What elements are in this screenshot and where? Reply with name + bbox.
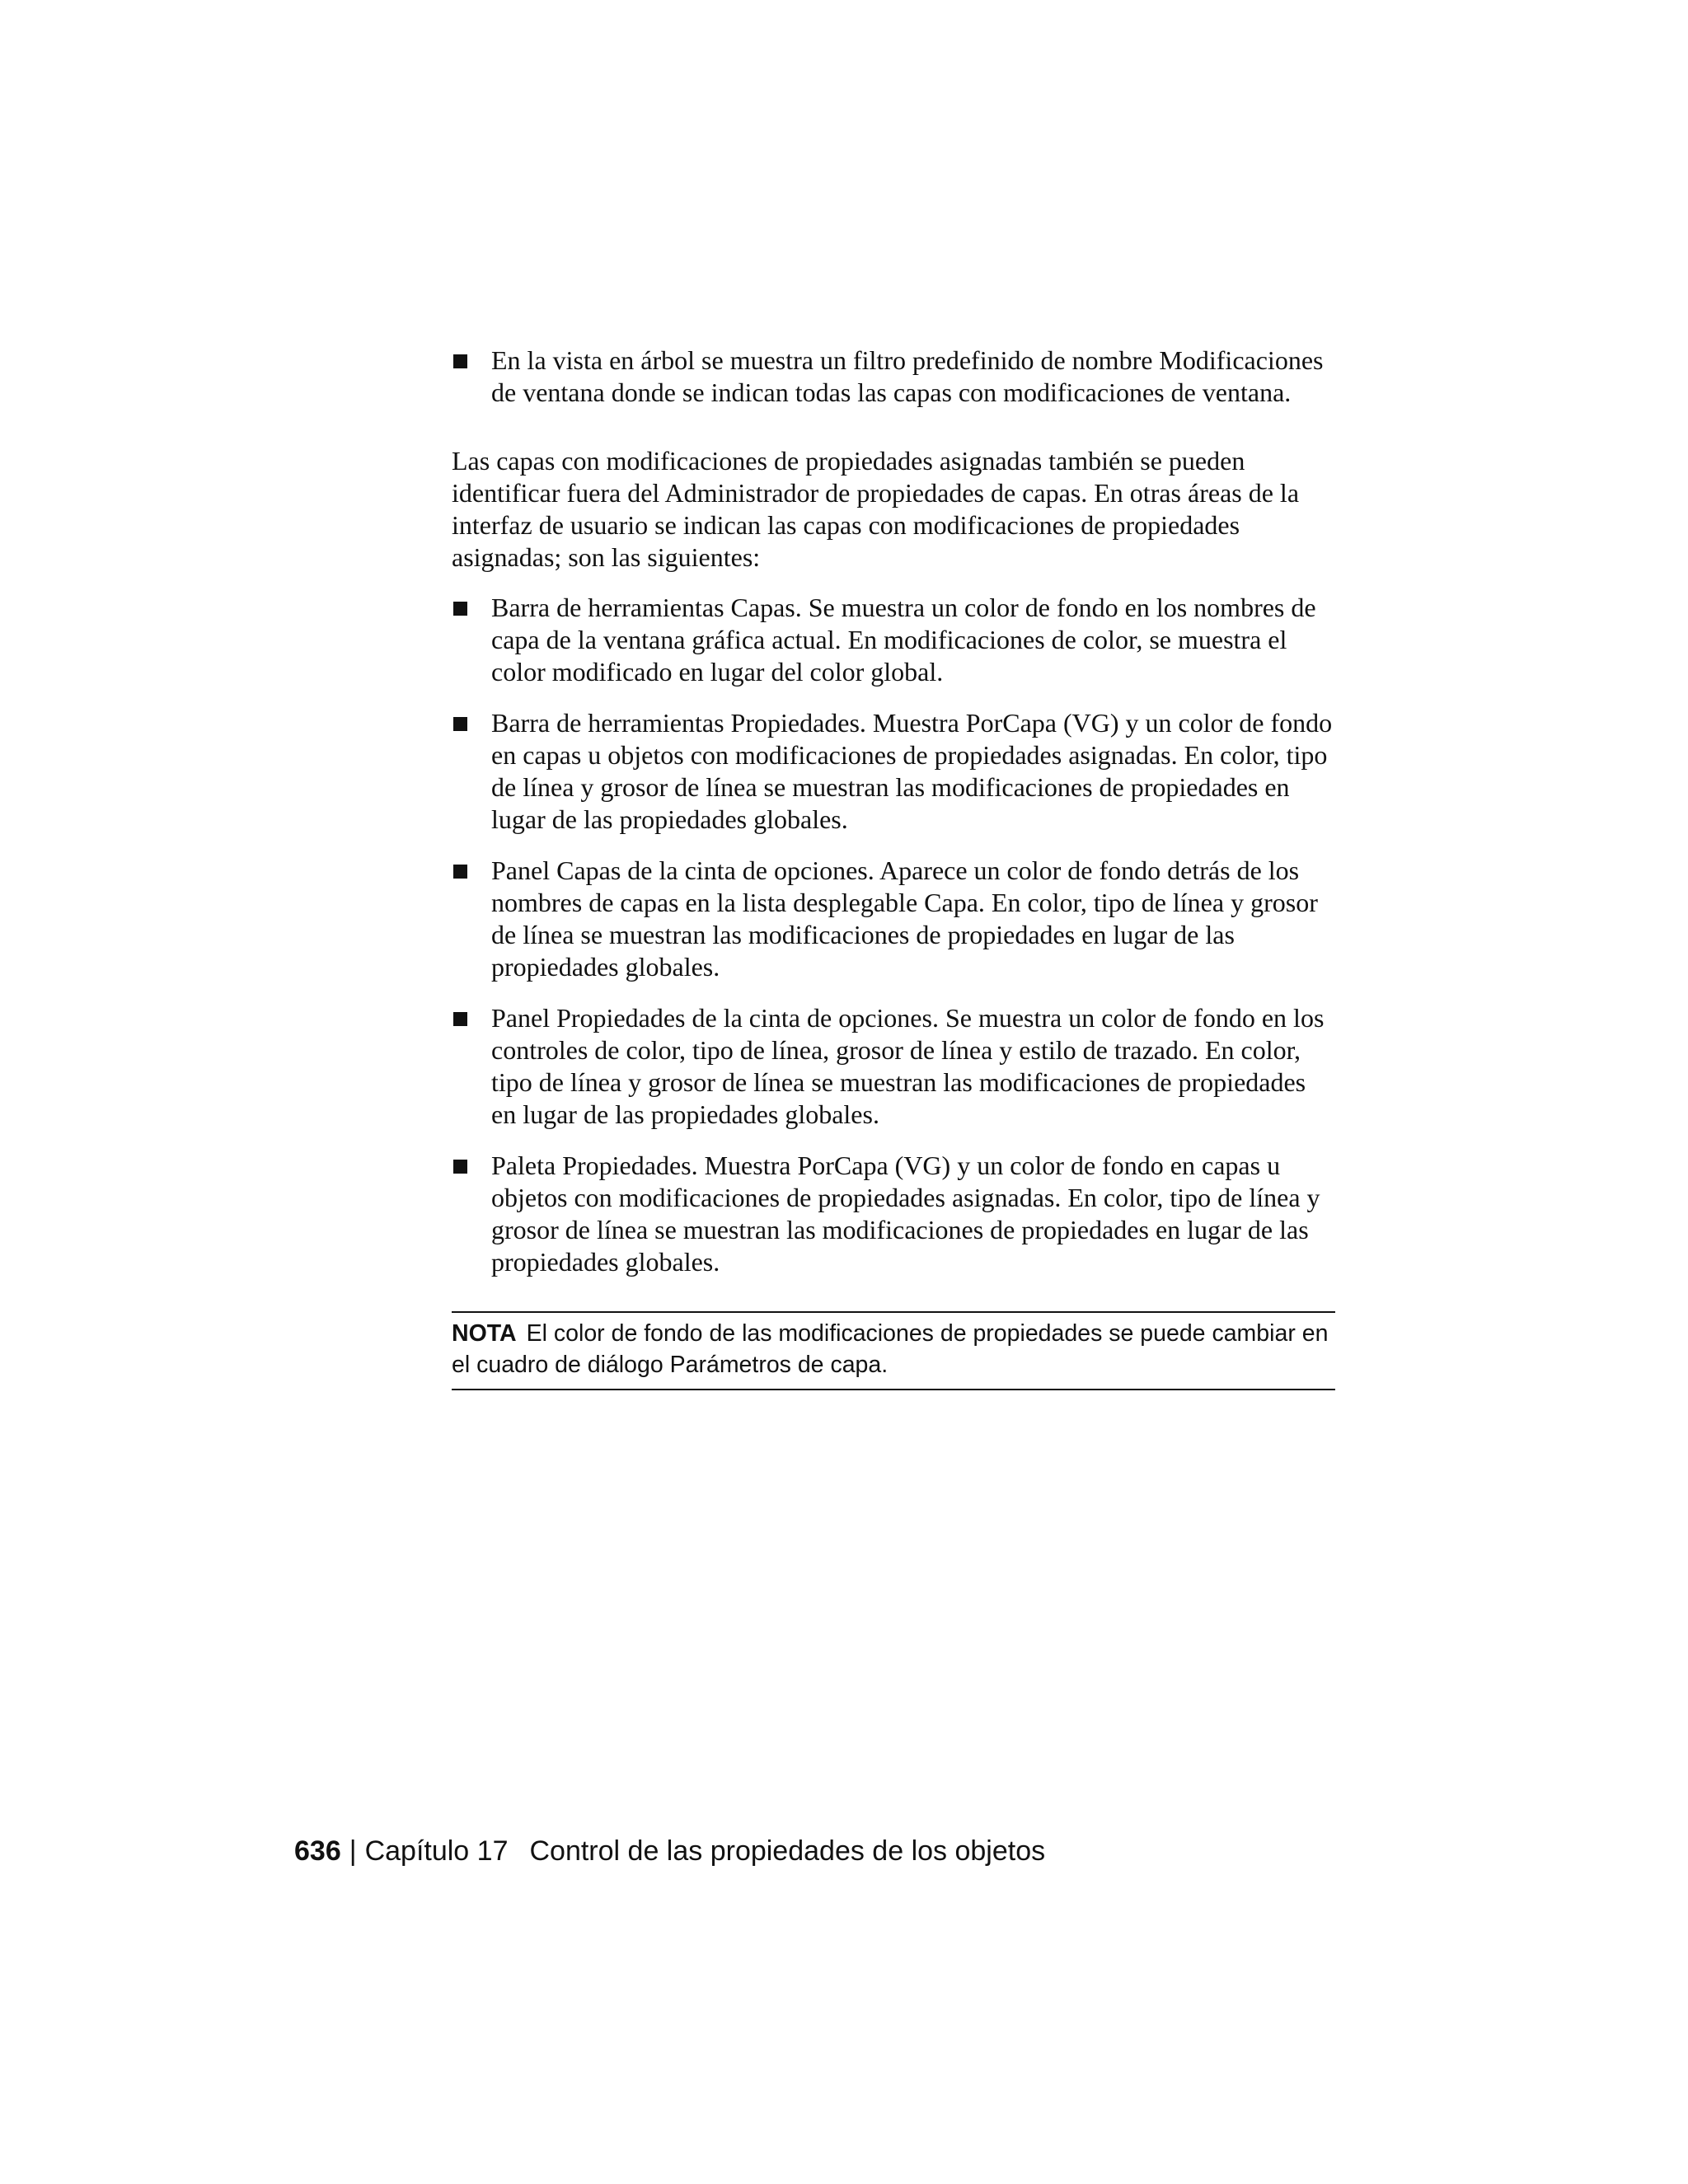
list-item-text: Barra de herramientas Capas. Se muestra un color de fondo en los nombres de capa de la ventana gráfica actual. En modificaciones de color, se muestra el color modificado en lugar del color global. (491, 593, 1316, 687)
list-item (452, 1150, 1335, 1278)
square-bullet-icon (453, 1160, 467, 1174)
chapter-title: Control de las propiedades de los objetos (529, 1835, 1046, 1867)
note-text: El color de fondo de las modificaciones de propiedades se puede cambiar en el cuadro de diálogo Parámetros de capa. (452, 1320, 1329, 1378)
list-item-text: Panel Capas de la cinta de opciones. Aparece un color de fondo detrás de los nombres de capas en la lista desplegable Capa. En color, tipo de línea y grosor de línea se muestran las modificaciones de propiedades en lugar de las propiedades globales. (491, 855, 1318, 982)
page-number: 636 (294, 1835, 341, 1867)
list-item-text: Paleta Propiedades. Muestra PorCapa (VG) y un color de fondo en capas u objetos con modificaciones de propiedades asignadas. En color, tipo de línea y grosor de línea se muestran las modificaciones de propiedades en lugar de las propiedades globales. (491, 1151, 1320, 1277)
list-item-text: Barra de herramientas Propiedades. Muestra PorCapa (VG) y un color de fondo en capas u objetos con modificaciones de propiedades asignadas. En color, tipo de línea y grosor de línea se muestran las modificaciones de propiedades en lugar de las propiedades globales. (491, 708, 1333, 834)
body-paragraph: Las capas con modificaciones de propiedades asignadas también se pueden identificar fuera del Administrador de propiedades de capas. En otras áreas de la interfaz de usuario se indican las capas con modificaciones de propiedades asignadas; son las siguientes: (452, 446, 1300, 572)
chapter-label: Capítulo 17 (364, 1835, 509, 1867)
square-bullet-icon (453, 602, 467, 616)
square-bullet-icon (453, 1012, 467, 1026)
list-item (452, 344, 1335, 409)
bullet-list-main (452, 592, 1335, 1278)
square-bullet-icon (453, 865, 467, 879)
note-box (452, 1311, 1335, 1390)
list-item (452, 1002, 1335, 1131)
page-footer (294, 1834, 1045, 1868)
square-bullet-icon (453, 717, 467, 731)
footer-separator: | (349, 1835, 357, 1867)
note-label: NOTA (452, 1320, 517, 1347)
square-bullet-icon (453, 354, 467, 368)
list-item (452, 855, 1335, 983)
list-item (452, 707, 1335, 836)
list-item (452, 592, 1335, 688)
page-body (452, 344, 1335, 1390)
bullet-list-top (452, 344, 1335, 409)
list-item-text: Panel Propiedades de la cinta de opciones. Se muestra un color de fondo en los controles de color, tipo de línea, grosor de línea y estilo de trazado. En color, tipo de línea y grosor de línea se muestran las modificaciones de propiedades en lugar de las propiedades globales. (491, 1003, 1325, 1129)
list-item-text: En la vista en árbol se muestra un filtro predefinido de nombre Modificaciones de ventana donde se indican todas las capas con modificaciones de ventana. (491, 345, 1324, 407)
